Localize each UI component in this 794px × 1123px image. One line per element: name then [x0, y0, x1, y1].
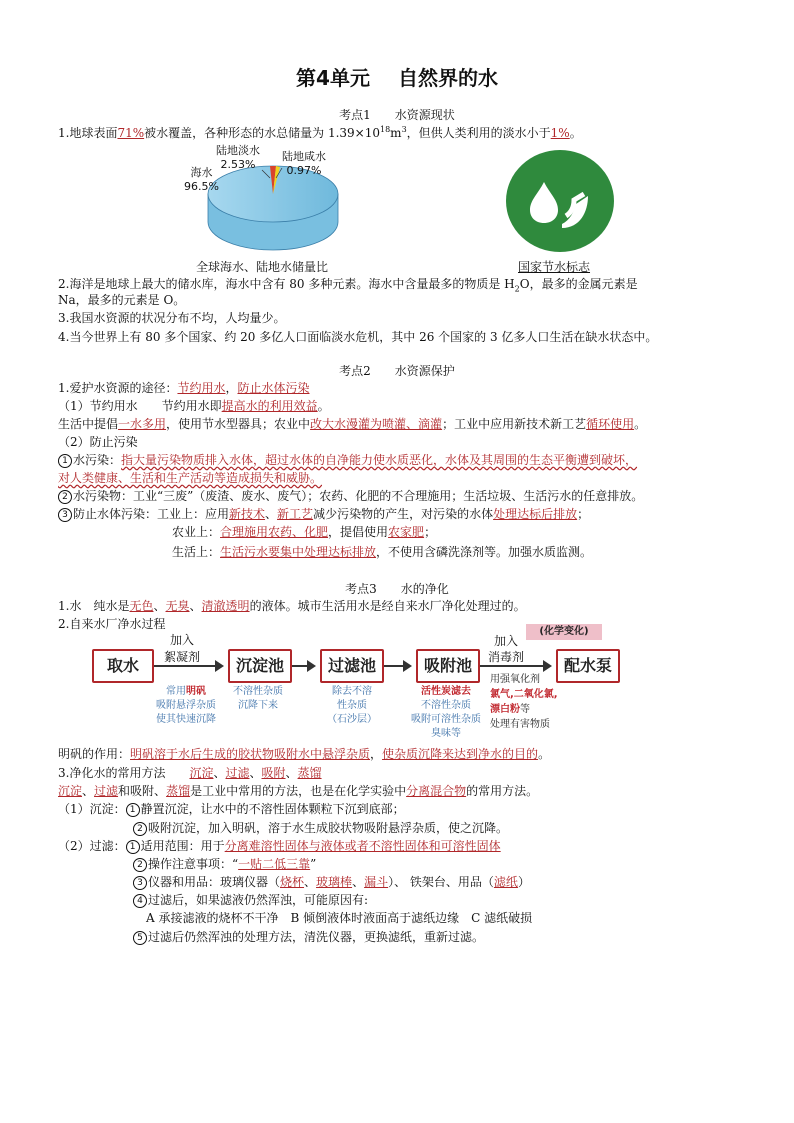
section-heading-2: 考点2 水资源保护: [339, 364, 455, 378]
flow-disinfectant: 消毒剂: [488, 650, 525, 664]
flow-note-1: 常用明矾 吸附悬浮杂质 使其快速沉降: [156, 686, 216, 725]
s3-line-11: 4 过滤后，如果滤液仍然浑浊，可能原因有:: [133, 892, 368, 908]
unit-name: 自然界的水: [397, 66, 498, 90]
s3-line-10: 3 仪器和用品：玻璃仪器（烧杯、玻璃棒、漏斗）、 铁架台、用品（滤纸）: [133, 874, 530, 890]
s1-paragraph-2: 2.海洋是地球上最大的储水库，海水中含有 80 多种元素。海水中含量最多的物质是 $H_2O$，最多的金属元素是: [58, 277, 638, 294]
section-heading-3: 考点3 水的净化: [345, 582, 449, 596]
flow-arrow-3: [384, 665, 410, 667]
flow-add-1: 加入: [170, 633, 195, 647]
s1-paragraph-4: 4.当今世界上有 80 多个国家、约 20 多亿人口面临淡水危机，其中 26 个国家的 3 亿多人口生活在缺水状态中。: [58, 330, 658, 344]
water-pie-chart: [180, 140, 360, 260]
s2-line-9: 农业上：合理施用农药、化肥，提倡使用农家肥；: [172, 525, 437, 539]
unit-number: 第4单元: [296, 66, 370, 90]
s2-line-7: 2 水污染物：工业“三废”（废渣、废水、废气）；农药、化肥的不合理施用；生活垃圾、生活污水的任意排放。: [58, 488, 643, 504]
flow-box-filter: 过滤池: [320, 649, 384, 683]
s3-line-8: （2）过滤： 1 适用范围：用于分离难溶性固体与液体或者不溶性固体和可溶性固体: [58, 839, 501, 853]
flow-arrow-1: [154, 665, 222, 667]
water-saving-logo-icon: [504, 148, 616, 254]
flow-note-3: 除去不溶 性杂质 （石沙层）: [327, 686, 377, 725]
s2-line-10: 生活上：生活污水要集中处理达标排放，不使用含磷洗涤剂等。加强水质监测。: [172, 545, 593, 559]
s2-line-2: （1）节约用水 节约用水即提高水的利用效益。: [58, 399, 330, 413]
flow-flocculant: 絮凝剂: [164, 650, 201, 664]
flow-arrow-4: [480, 665, 550, 667]
pie-label-salt: 陆地咸水 0.97%: [282, 150, 326, 177]
chem-change-tag: (化学变化): [526, 624, 602, 640]
flow-add-2: 加入: [494, 634, 519, 648]
s2-line-8: 3 防止水体污染：工业上：应用新技术、新工艺减少污染物的产生，对污染的水体处理达标后排放；: [58, 506, 589, 522]
s2-line-4: （2）防止污染: [58, 435, 138, 449]
flow-box-adsorption: 吸附池: [416, 649, 480, 683]
s2-line-6: 对人类健康、生活和生产活动等造成损失和威胁。: [58, 471, 323, 485]
s3-line-2: 2.自来水厂净水过程: [58, 617, 166, 631]
s2-line-5: 1 水污染：指大量污染物质排入水体，超过水体的自净能力使水质恶化，水体及其周围的生态平衡遭到破坏，: [58, 452, 637, 468]
s3-line-7: 2 吸附沉淀，加入明矾，溶于水生成胶状物吸附悬浮杂质，使之沉降。: [133, 820, 508, 836]
s1-paragraph-3: 3.我国水资源的状况分布不均，人均量少。: [58, 311, 286, 325]
s3-line-5: 沉淀、过滤和吸附、蒸馏是工业中常用的方法，也是在化学实验中分离混合物的常用方法。: [58, 784, 539, 798]
s3-line-6: （1）沉淀： 1 静置沉淀，让水中的不溶性固体颗粒下沉到底部；: [58, 802, 405, 816]
s1-paragraph-2b: Na，最多的元素是 O。: [58, 293, 186, 307]
flow-note-4: 活性炭滤去 不溶性杂质 吸附可溶性杂质 臭味等: [411, 686, 481, 739]
s3-line-4: 3.净化水的常用方法 沉淀、过滤、吸附、蒸馏: [58, 766, 322, 780]
s1-paragraph-1: 1.地球表面71%被水覆盖，各种形态的水总储量为 $1.39\times 10^{18}m^3$，但供人类利用的淡水小于1%。: [58, 125, 582, 140]
flow-box-pump: 配水泵: [556, 649, 620, 683]
section-heading-1: 考点1 水资源现状: [339, 108, 455, 122]
s3-line-3: 明矾的作用：明矾溶于水后生成的胶状物吸附水中悬浮杂质，使杂质沉降来达到净水的目的。: [58, 747, 551, 761]
flow-arrow-2: [292, 665, 314, 667]
flow-note-2: 不溶性杂质 沉降下来: [233, 686, 283, 711]
s3-line-9: 2 操作注意事项：“一贴二低三靠”: [133, 856, 316, 872]
pie-label-fresh: 陆地淡水 2.53%: [216, 144, 260, 171]
s2-line-3: 生活中提倡一水多用，使用节水型器具；农业中改大水漫灌为喷灌、滴灌；工业中应用新技术新工艺循环使用。: [58, 417, 647, 431]
pie-label-sea: 海水 96.5%: [184, 166, 219, 193]
pie-caption: 全球海水、陆地水储量比: [196, 260, 329, 274]
flow-box-sedimentation: 沉淀池: [228, 649, 292, 683]
flow-box-intake: 取水: [92, 649, 154, 683]
s3-line-1: 1.水 纯水是无色、无臭、清澈透明的液体。城市生活用水是经自来水厂净化处理过的。: [58, 599, 526, 613]
flow-note-5: 用强氧化剂 氯气,二氧化氯, 漂白粉等 处理有害物质: [490, 674, 558, 730]
logo-caption: 国家节水标志: [518, 260, 591, 274]
s3-line-13: 5 过滤后仍然浑浊的处理方法，清洗仪器，更换滤纸，重新过滤。: [133, 929, 484, 945]
page-title: [0, 62, 794, 91]
s2-line-1: 1.爱护水资源的途径：节约用水，防止水体污染: [58, 381, 310, 395]
s3-line-12: A 承接滤液的烧杯不干净 B 倾倒液体时液面高于滤纸边缘 C 滤纸破损: [146, 911, 533, 925]
